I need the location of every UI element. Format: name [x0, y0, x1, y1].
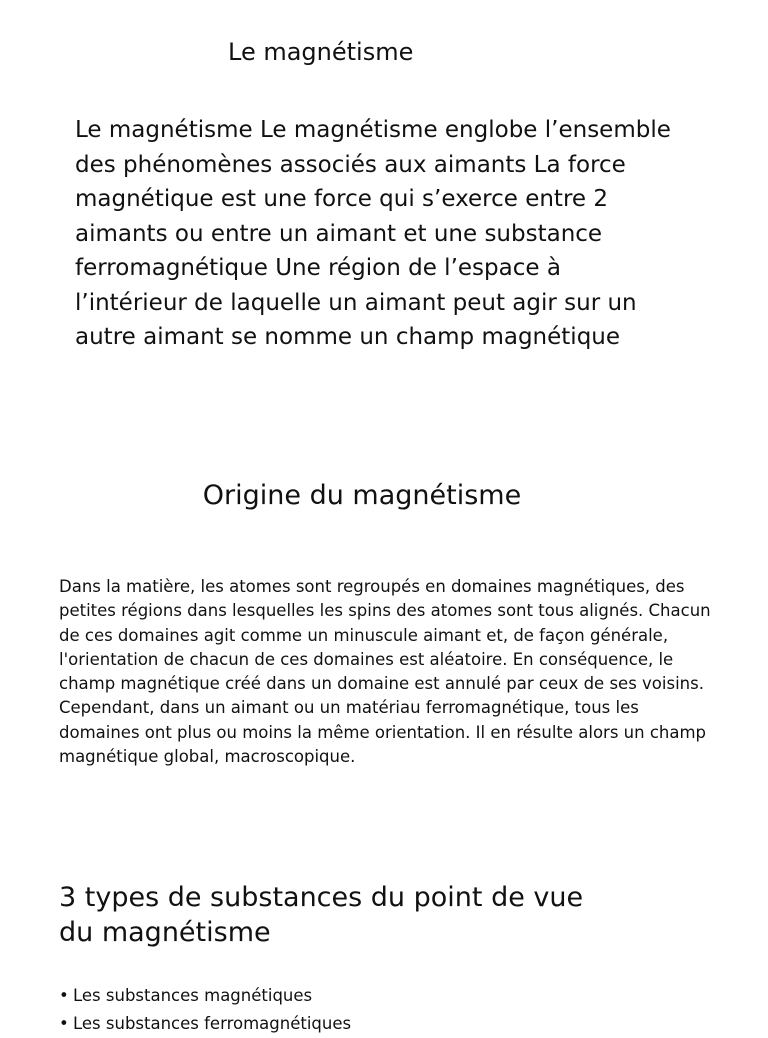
intro-paragraph: Le magnétisme Le magnétisme englobe l’ensemble des phénomènes associés aux aimants La force magnétique est une force qui s’exerce entre 2 aimants ou entre un aimant et une substance ferromagnétique Une région de l’espace à l’intérieur de laquelle un aimant peut agir sur un autre aimant se nomme un champ magnétique [75, 117, 671, 350]
list-item [59, 982, 351, 1010]
bullet-icon: • [59, 986, 69, 1005]
section-title-origine: Origine du magnétisme [202, 480, 522, 511]
section-title-types-substances: 3 types de substances du point de vue du magnétisme [59, 882, 584, 948]
list-item-label: Les substances ferromagnétiques [73, 1014, 352, 1033]
substance-types-list [59, 982, 351, 1038]
origine-paragraph: Dans la matière, les atomes sont regroupés en domaines magnétiques, des petites régions dans lesquelles les spins des atomes sont tous alignés. Chacun de ces domaines agit comme un minuscule aimant et, de façon générale, l'orientation de chacun de ces domaines est aléatoire. En conséquence, le champ magnétique créé dans un domaine est annulé par ceux de ses voisins. Cependant, dans un aimant ou un matériau ferromagnétique, tous les domaines ont plus ou moins la même orientation. Il en résulte alors un champ magnétique global, macroscopique. [59, 577, 711, 767]
list-item-label: Les substances magnétiques [73, 986, 313, 1005]
section-title-le-magnetisme: Le magnétisme [228, 38, 414, 66]
list-item [59, 1010, 351, 1038]
bullet-icon: • [59, 1014, 69, 1033]
